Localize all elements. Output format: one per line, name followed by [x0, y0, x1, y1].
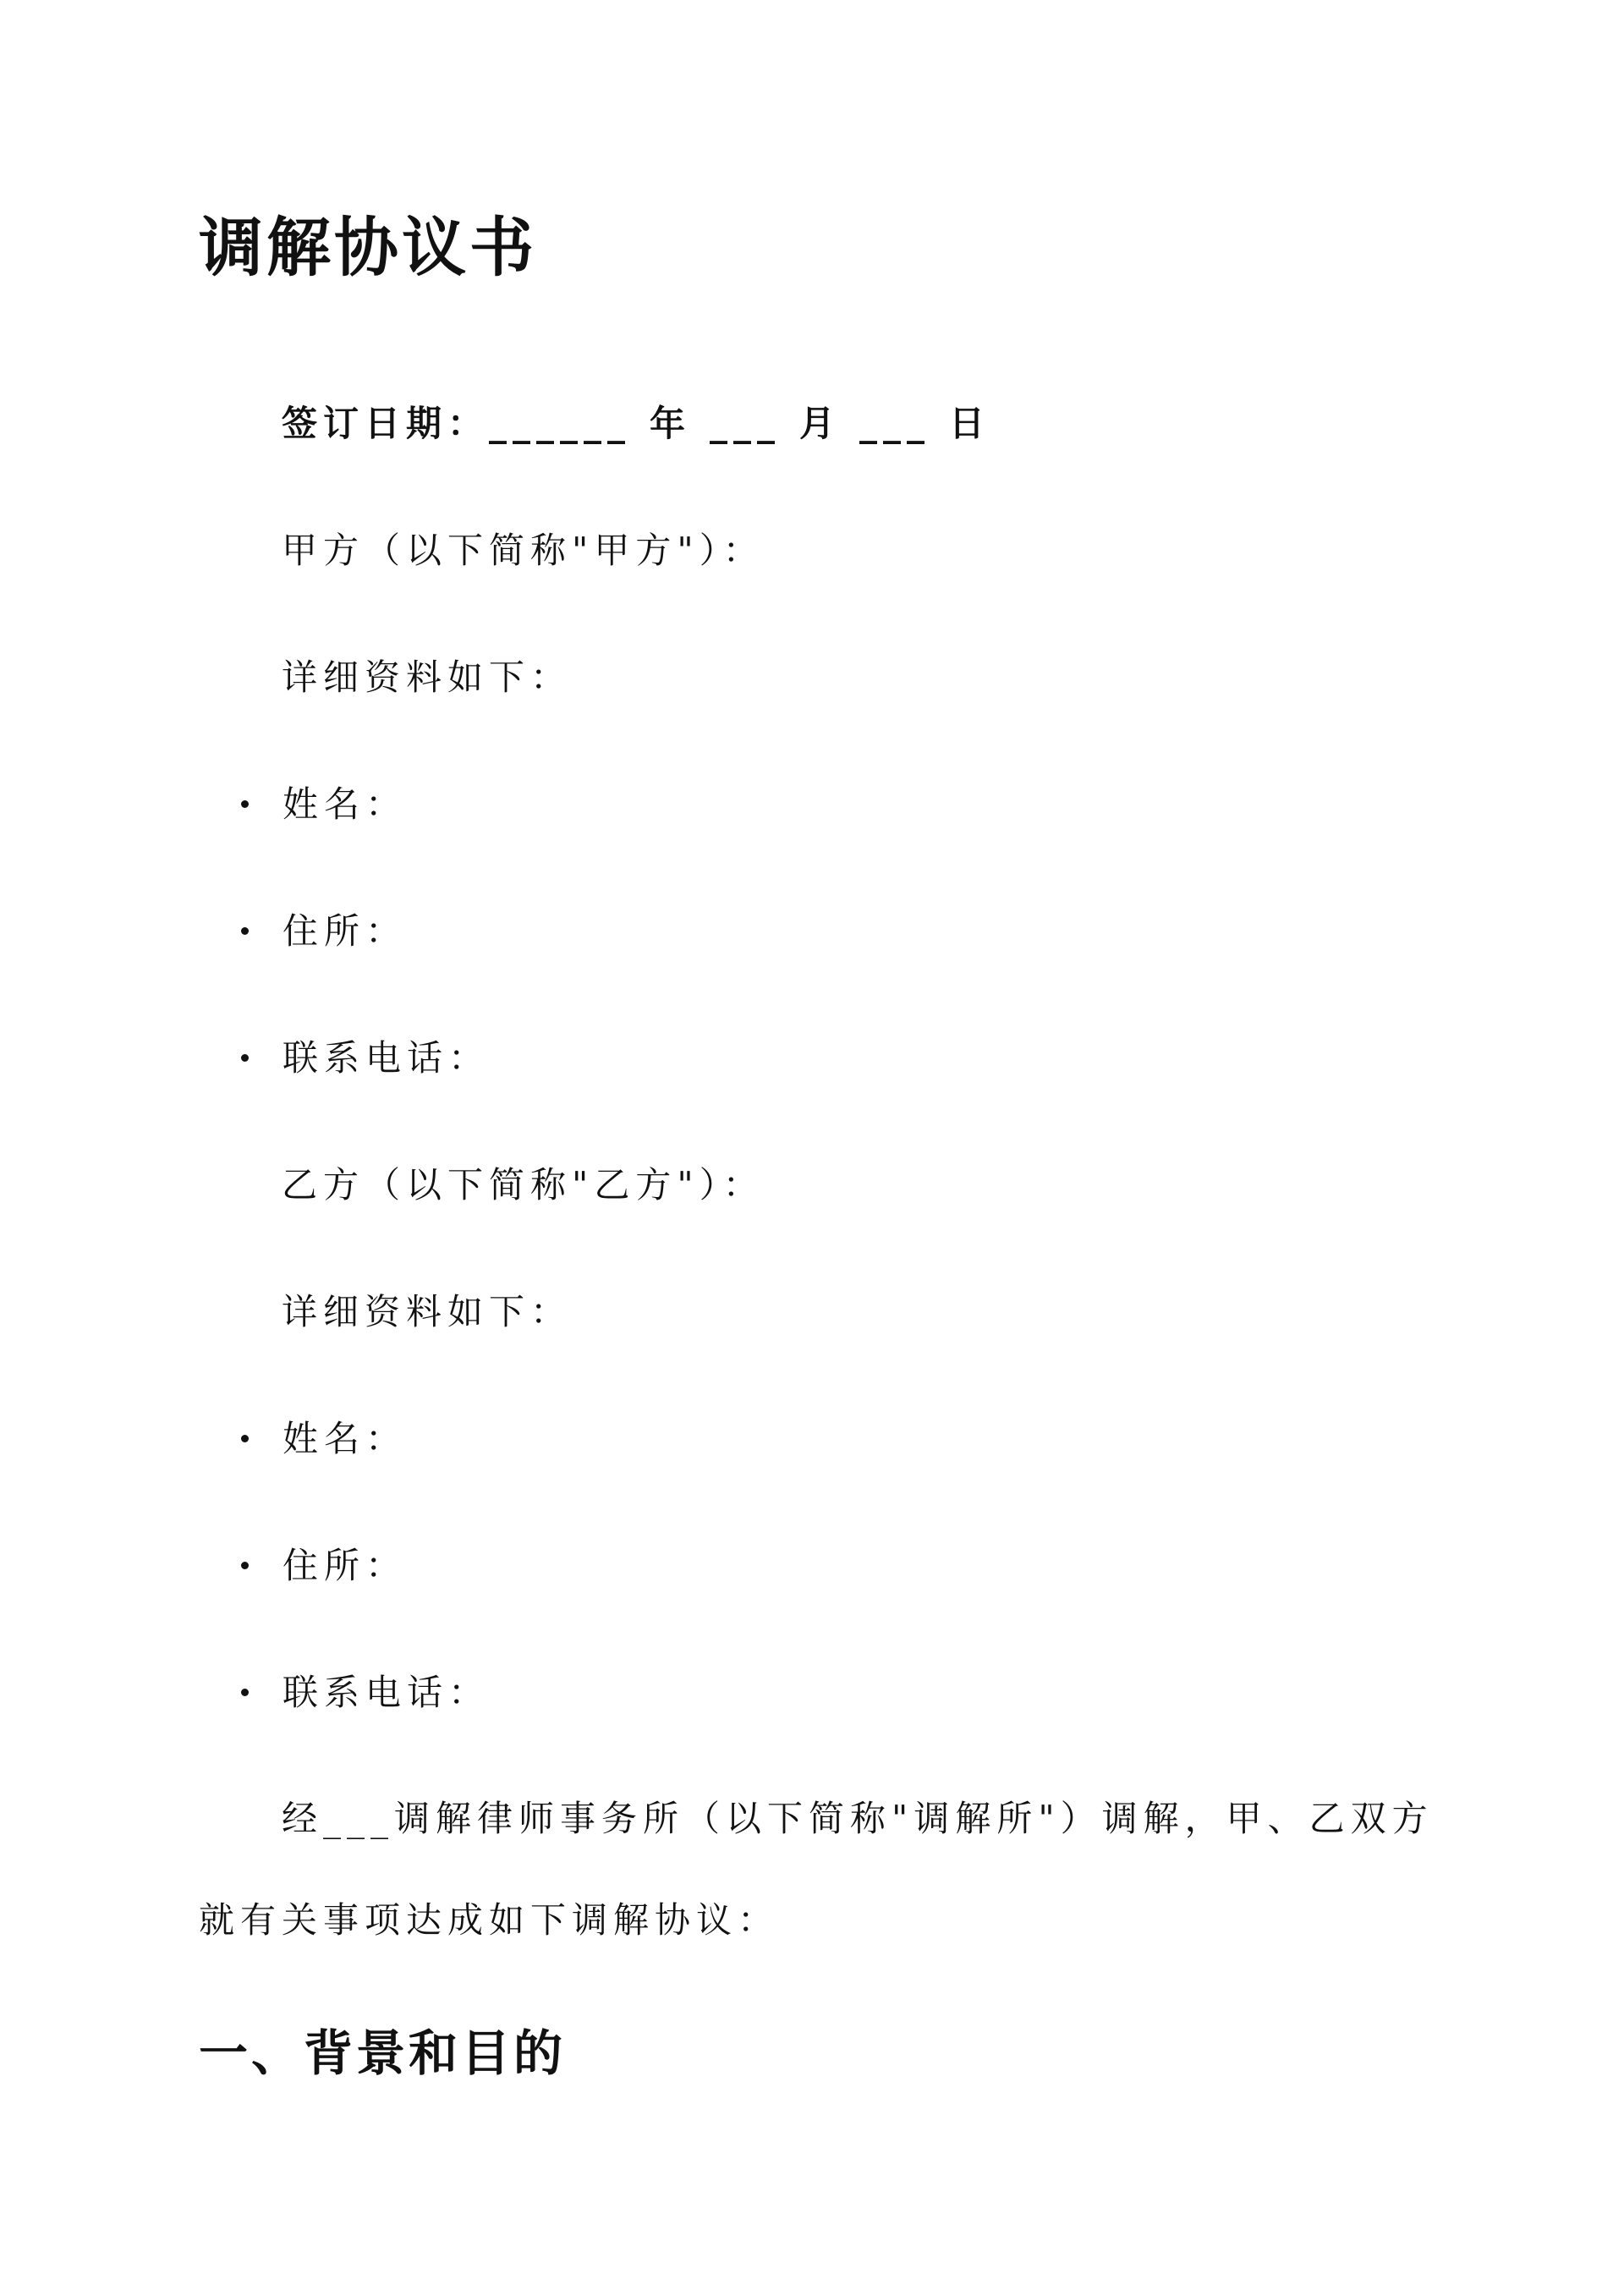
party-a-phone-label: 联系电话： — [283, 1037, 491, 1079]
year-label: 年 — [650, 403, 692, 444]
mediation-paragraph: 经___调解律师事务所（以下简称"调解所"）调解，甲、乙双方就有关事项达成如下调解协议： — [199, 1798, 1434, 1941]
party-a-address-item — [241, 904, 407, 954]
party-a-name-label: 姓名： — [283, 783, 408, 825]
month-label: 月 — [799, 403, 842, 444]
section-1-heading: 一、背景和目的 — [199, 2024, 567, 2082]
party-b-name-label: 姓名： — [283, 1418, 408, 1459]
party-b-address-item — [241, 1538, 407, 1589]
party-a-details-intro: 详细资料如下： — [282, 656, 573, 698]
party-b-heading: 乙方（以下简称"乙方"）： — [282, 1164, 765, 1206]
bullet-icon — [241, 1435, 249, 1442]
signing-date-line — [282, 396, 990, 447]
day-label: 日 — [949, 403, 991, 444]
month-blank: ___ — [710, 403, 782, 444]
party-a-phone-item — [241, 1030, 490, 1081]
party-b-address-label: 住所： — [283, 1545, 408, 1586]
signing-date-label: 签订日期： — [282, 403, 490, 444]
party-b-name-item — [241, 1411, 407, 1462]
party-a-address-label: 住所： — [283, 910, 408, 952]
document-title: 调解协议书 — [199, 210, 537, 285]
party-b-phone-label: 联系电话： — [283, 1672, 491, 1713]
day-blank: ___ — [859, 403, 931, 444]
party-a-name-item — [241, 777, 407, 827]
bullet-icon — [241, 927, 249, 935]
party-a-heading: 甲方（以下简称"甲方"）： — [282, 530, 765, 571]
year-blank: ______ — [489, 403, 632, 444]
bullet-icon — [241, 1689, 249, 1696]
party-b-phone-item — [241, 1665, 490, 1716]
bullet-icon — [241, 1054, 249, 1062]
party-b-details-intro: 详细资料如下： — [282, 1291, 573, 1332]
bullet-icon — [241, 800, 249, 808]
bullet-icon — [241, 1562, 249, 1569]
